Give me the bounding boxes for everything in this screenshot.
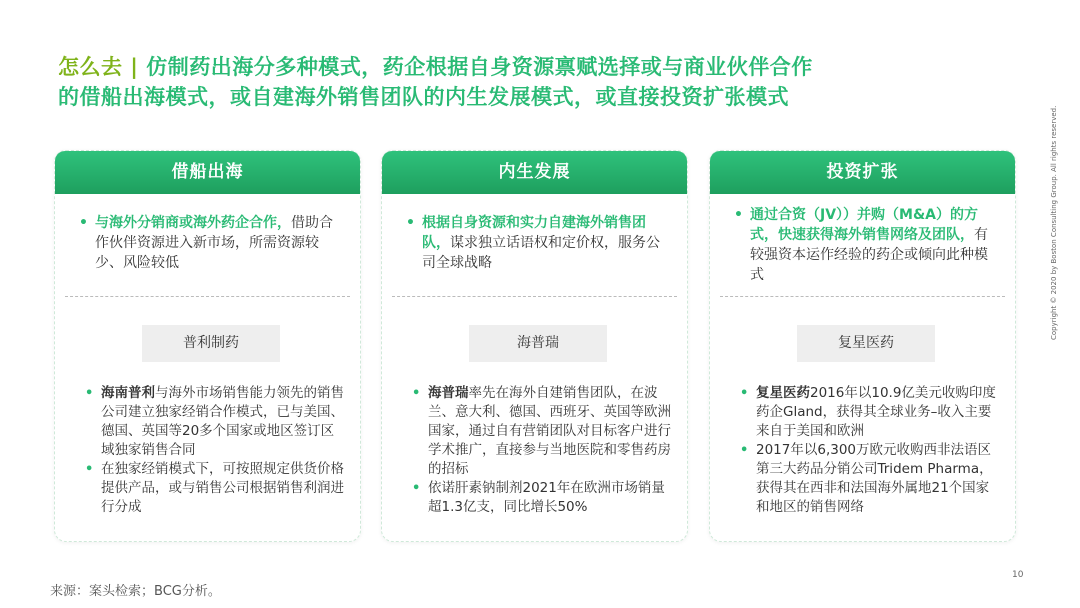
column-summary — [406, 213, 673, 273]
summary-highlight: 根据自身资源和实力自建海外销售团队， — [422, 215, 646, 251]
column-summary — [734, 205, 1001, 285]
summary-text: 有较强资本运作经验的药企或倾向此种模式 — [750, 227, 988, 283]
source-note: 来源：案头检索；BCG分析。 — [50, 584, 221, 599]
detail-item: • 复星医药2016年以10.9亿美元收购印度药企Gland，获得其全球业务–收入主要来自于美国和欧洲 — [740, 384, 1001, 441]
summary-highlight: 通过合资（JV））并购（M&A）的方式，快速获得海外销售网络及团队， — [750, 207, 979, 243]
divider — [392, 296, 677, 297]
company-label: 海普瑞 — [469, 325, 607, 362]
divider — [720, 296, 1005, 297]
column-details — [412, 384, 673, 517]
detail-item: • 2017年以6,300万欧元收购西非法语区第三大药品分销公司Tridem Pharma，获得其在西非和法国海外属地21个国家和地区的销售网络 — [740, 441, 1001, 517]
company-label: 普利制药 — [142, 325, 280, 362]
detail-item: • 海南普利与海外市场销售能力领先的销售公司建立独家经销合作模式，已与美国、德国、英国等20多个国家或地区签订区域独家销售合同 — [85, 384, 346, 460]
copyright-text: Copyright © 2020 by Boston Consulting Group. All rights reserved. — [1050, 105, 1058, 340]
column-organic-growth — [381, 150, 688, 542]
column-details — [85, 384, 346, 517]
company-label: 复星医药 — [797, 325, 935, 362]
detail-item: • 在独家经销模式下，可按照规定供货价格提供产品，或与销售公司根据销售利润进行分成 — [85, 460, 346, 517]
detail-item: • 依诺肝素钠制剂2021年在欧洲市场销量超1.3亿支，同比增长50% — [412, 479, 673, 517]
title-line1: 仿制药出海分多种模式，药企根据自身资源禀赋选择或与商业伙伴合作 — [146, 55, 813, 79]
summary-text: 借助合作伙伴资源进入新市场，所需资源较少、风险较低 — [95, 215, 333, 271]
page-number: 10 — [1012, 570, 1024, 580]
title-prefix: 怎么去 | — [58, 55, 147, 79]
column-borrow-ship — [54, 150, 361, 542]
summary-text: 谋求独立话语权和定价权，服务公司全球战略 — [422, 235, 660, 271]
column-header: 借船出海 — [55, 151, 360, 194]
summary-highlight: 与海外分销商或海外药企合作， — [95, 215, 291, 231]
column-header: 内生发展 — [382, 151, 687, 194]
column-investment-expansion — [709, 150, 1016, 542]
detail-item: • 海普瑞率先在海外自建销售团队，在波兰、意大利、德国、西班牙、英国等欧洲国家，通过自有营销团队对目标客户进行学术推广，直接参与当地医院和零售药房的招标 — [412, 384, 673, 479]
column-summary — [79, 213, 346, 273]
page-title — [58, 52, 1038, 112]
column-details — [740, 384, 1001, 517]
divider — [65, 296, 350, 297]
column-header: 投资扩张 — [710, 151, 1015, 194]
title-line2: 的借船出海模式，或自建海外销售团队的内生发展模式，或直接投资扩张模式 — [58, 85, 789, 109]
